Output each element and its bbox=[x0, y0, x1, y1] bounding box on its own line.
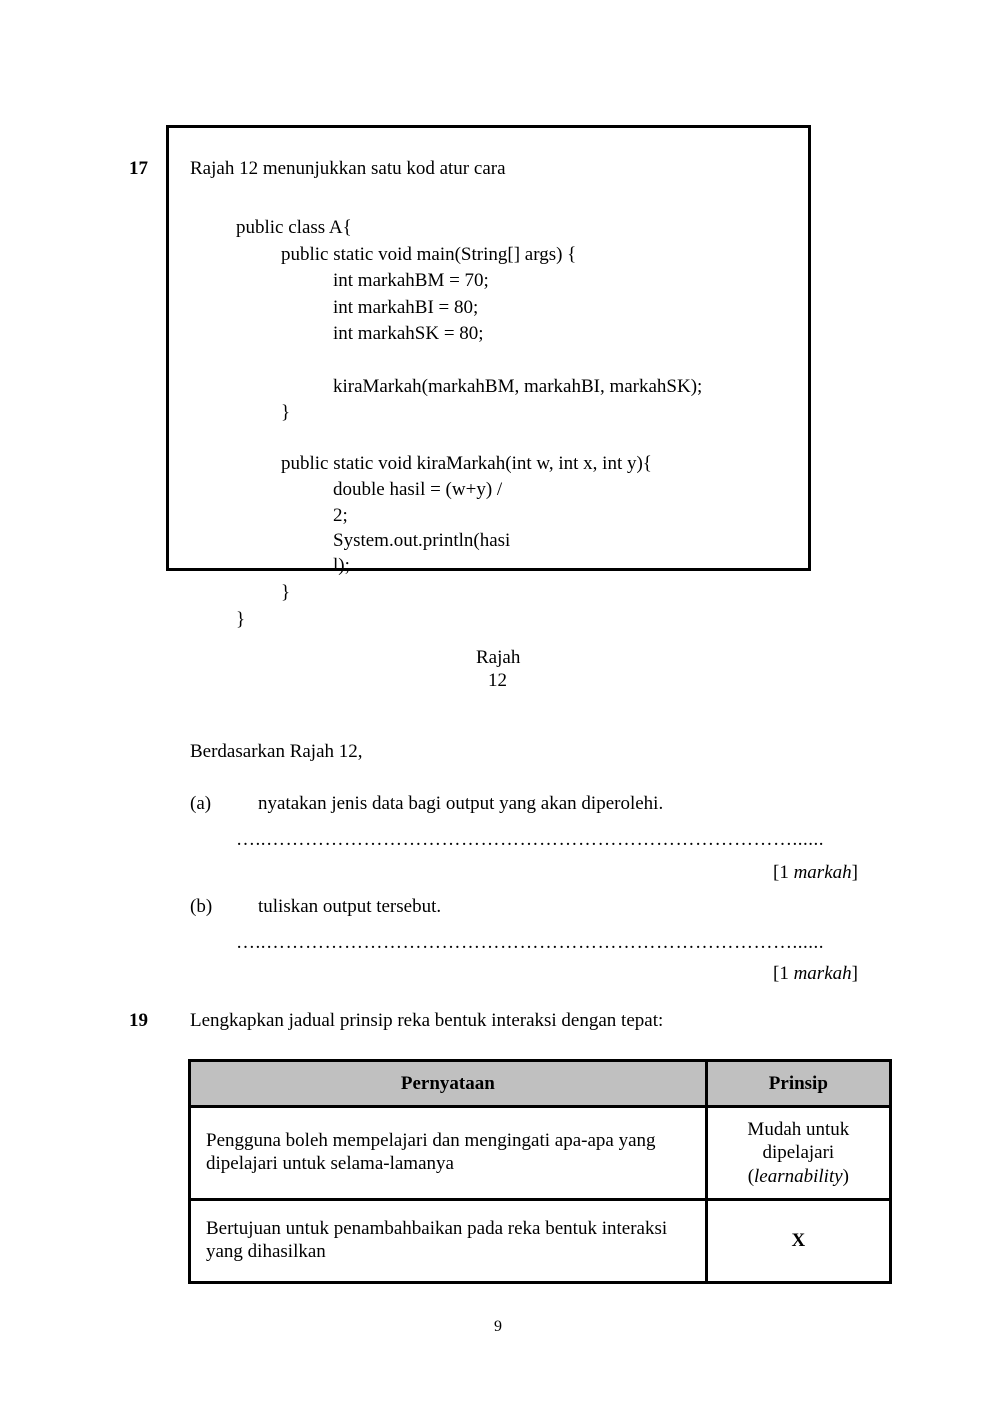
code-line-13: } bbox=[281, 582, 291, 603]
marks-word: markah bbox=[793, 862, 852, 883]
code-line-5: int markahSK = 80; bbox=[333, 323, 484, 344]
part-b-text: tuliskan output tersebut. bbox=[258, 896, 442, 917]
marks-close: ] bbox=[851, 963, 858, 984]
figure-caption-label: Rajah bbox=[476, 647, 521, 668]
code-line-12: l); bbox=[333, 555, 350, 576]
code-line-3: int markahBM = 70; bbox=[333, 270, 489, 291]
question-19-intro: Lengkapkan jadual prinsip reka bentuk interaksi dengan tepat: bbox=[190, 1010, 664, 1031]
part-b-answer-line[interactable]: …..………………………………………………………………………...... bbox=[236, 932, 824, 953]
code-line-6: kiraMarkah(markahBM, markahBI, markahSK); bbox=[333, 376, 703, 397]
statement-cell: Bertujuan untuk penambahbaikan pada reka bentuk interaksi yang dihasilkan bbox=[190, 1200, 707, 1283]
principle-line-3 bbox=[708, 1165, 889, 1188]
part-a-answer-line[interactable]: …..………………………………………………………………………...... bbox=[236, 829, 824, 850]
principles-table bbox=[188, 1059, 892, 1284]
principle-answer-cell[interactable]: X bbox=[706, 1200, 890, 1283]
paren-close: ) bbox=[842, 1165, 849, 1187]
question-17-stem: Berdasarkan Rajah 12, bbox=[190, 741, 363, 762]
principle-term: learnability bbox=[754, 1165, 843, 1187]
page-number: 9 bbox=[494, 1318, 502, 1335]
header-pernyataan: Pernyataan bbox=[190, 1061, 707, 1107]
paren-open: ( bbox=[747, 1165, 755, 1187]
part-a-text: nyatakan jenis data bagi output yang akan diperolehi. bbox=[258, 793, 664, 814]
principle-line-2: dipelajari bbox=[762, 1142, 835, 1164]
marks-open: [1 bbox=[773, 963, 794, 984]
figure-caption-number: 12 bbox=[488, 670, 507, 691]
code-line-2: public static void main(String[] args) { bbox=[281, 244, 577, 265]
question-19-number: 19 bbox=[129, 1010, 148, 1031]
marks-word: markah bbox=[793, 963, 852, 984]
part-a-marks bbox=[773, 863, 858, 882]
question-17-number: 17 bbox=[129, 158, 148, 179]
code-line-1: public class A{ bbox=[236, 217, 352, 238]
part-a-label: (a) bbox=[190, 793, 212, 814]
principle-line-1: Mudah untuk bbox=[747, 1119, 850, 1141]
part-b-label: (b) bbox=[190, 896, 213, 917]
code-line-4: int markahBI = 80; bbox=[333, 297, 479, 318]
code-line-9: double hasil = (w+y) / bbox=[333, 479, 503, 500]
code-line-8: public static void kiraMarkah(int w, int x, int y){ bbox=[281, 453, 652, 474]
code-line-14: } bbox=[236, 609, 246, 630]
question-17-intro: Rajah 12 menunjukkan satu kod atur cara bbox=[190, 158, 506, 179]
code-frame bbox=[166, 125, 811, 571]
table-header-row bbox=[190, 1061, 891, 1107]
code-line-11: System.out.println(hasi bbox=[333, 530, 511, 551]
code-line-7: } bbox=[281, 402, 291, 423]
marks-open: [1 bbox=[773, 862, 794, 883]
marks-close: ] bbox=[851, 862, 858, 883]
table-row bbox=[190, 1200, 891, 1283]
principle-cell bbox=[706, 1107, 890, 1200]
header-prinsip: Prinsip bbox=[706, 1061, 890, 1107]
table-row bbox=[190, 1107, 891, 1200]
code-line-10: 2; bbox=[333, 505, 348, 526]
part-b-marks bbox=[773, 964, 858, 983]
statement-cell: Pengguna boleh mempelajari dan mengingati apa-apa yang dipelajari untuk selama-lamanya bbox=[190, 1107, 707, 1200]
